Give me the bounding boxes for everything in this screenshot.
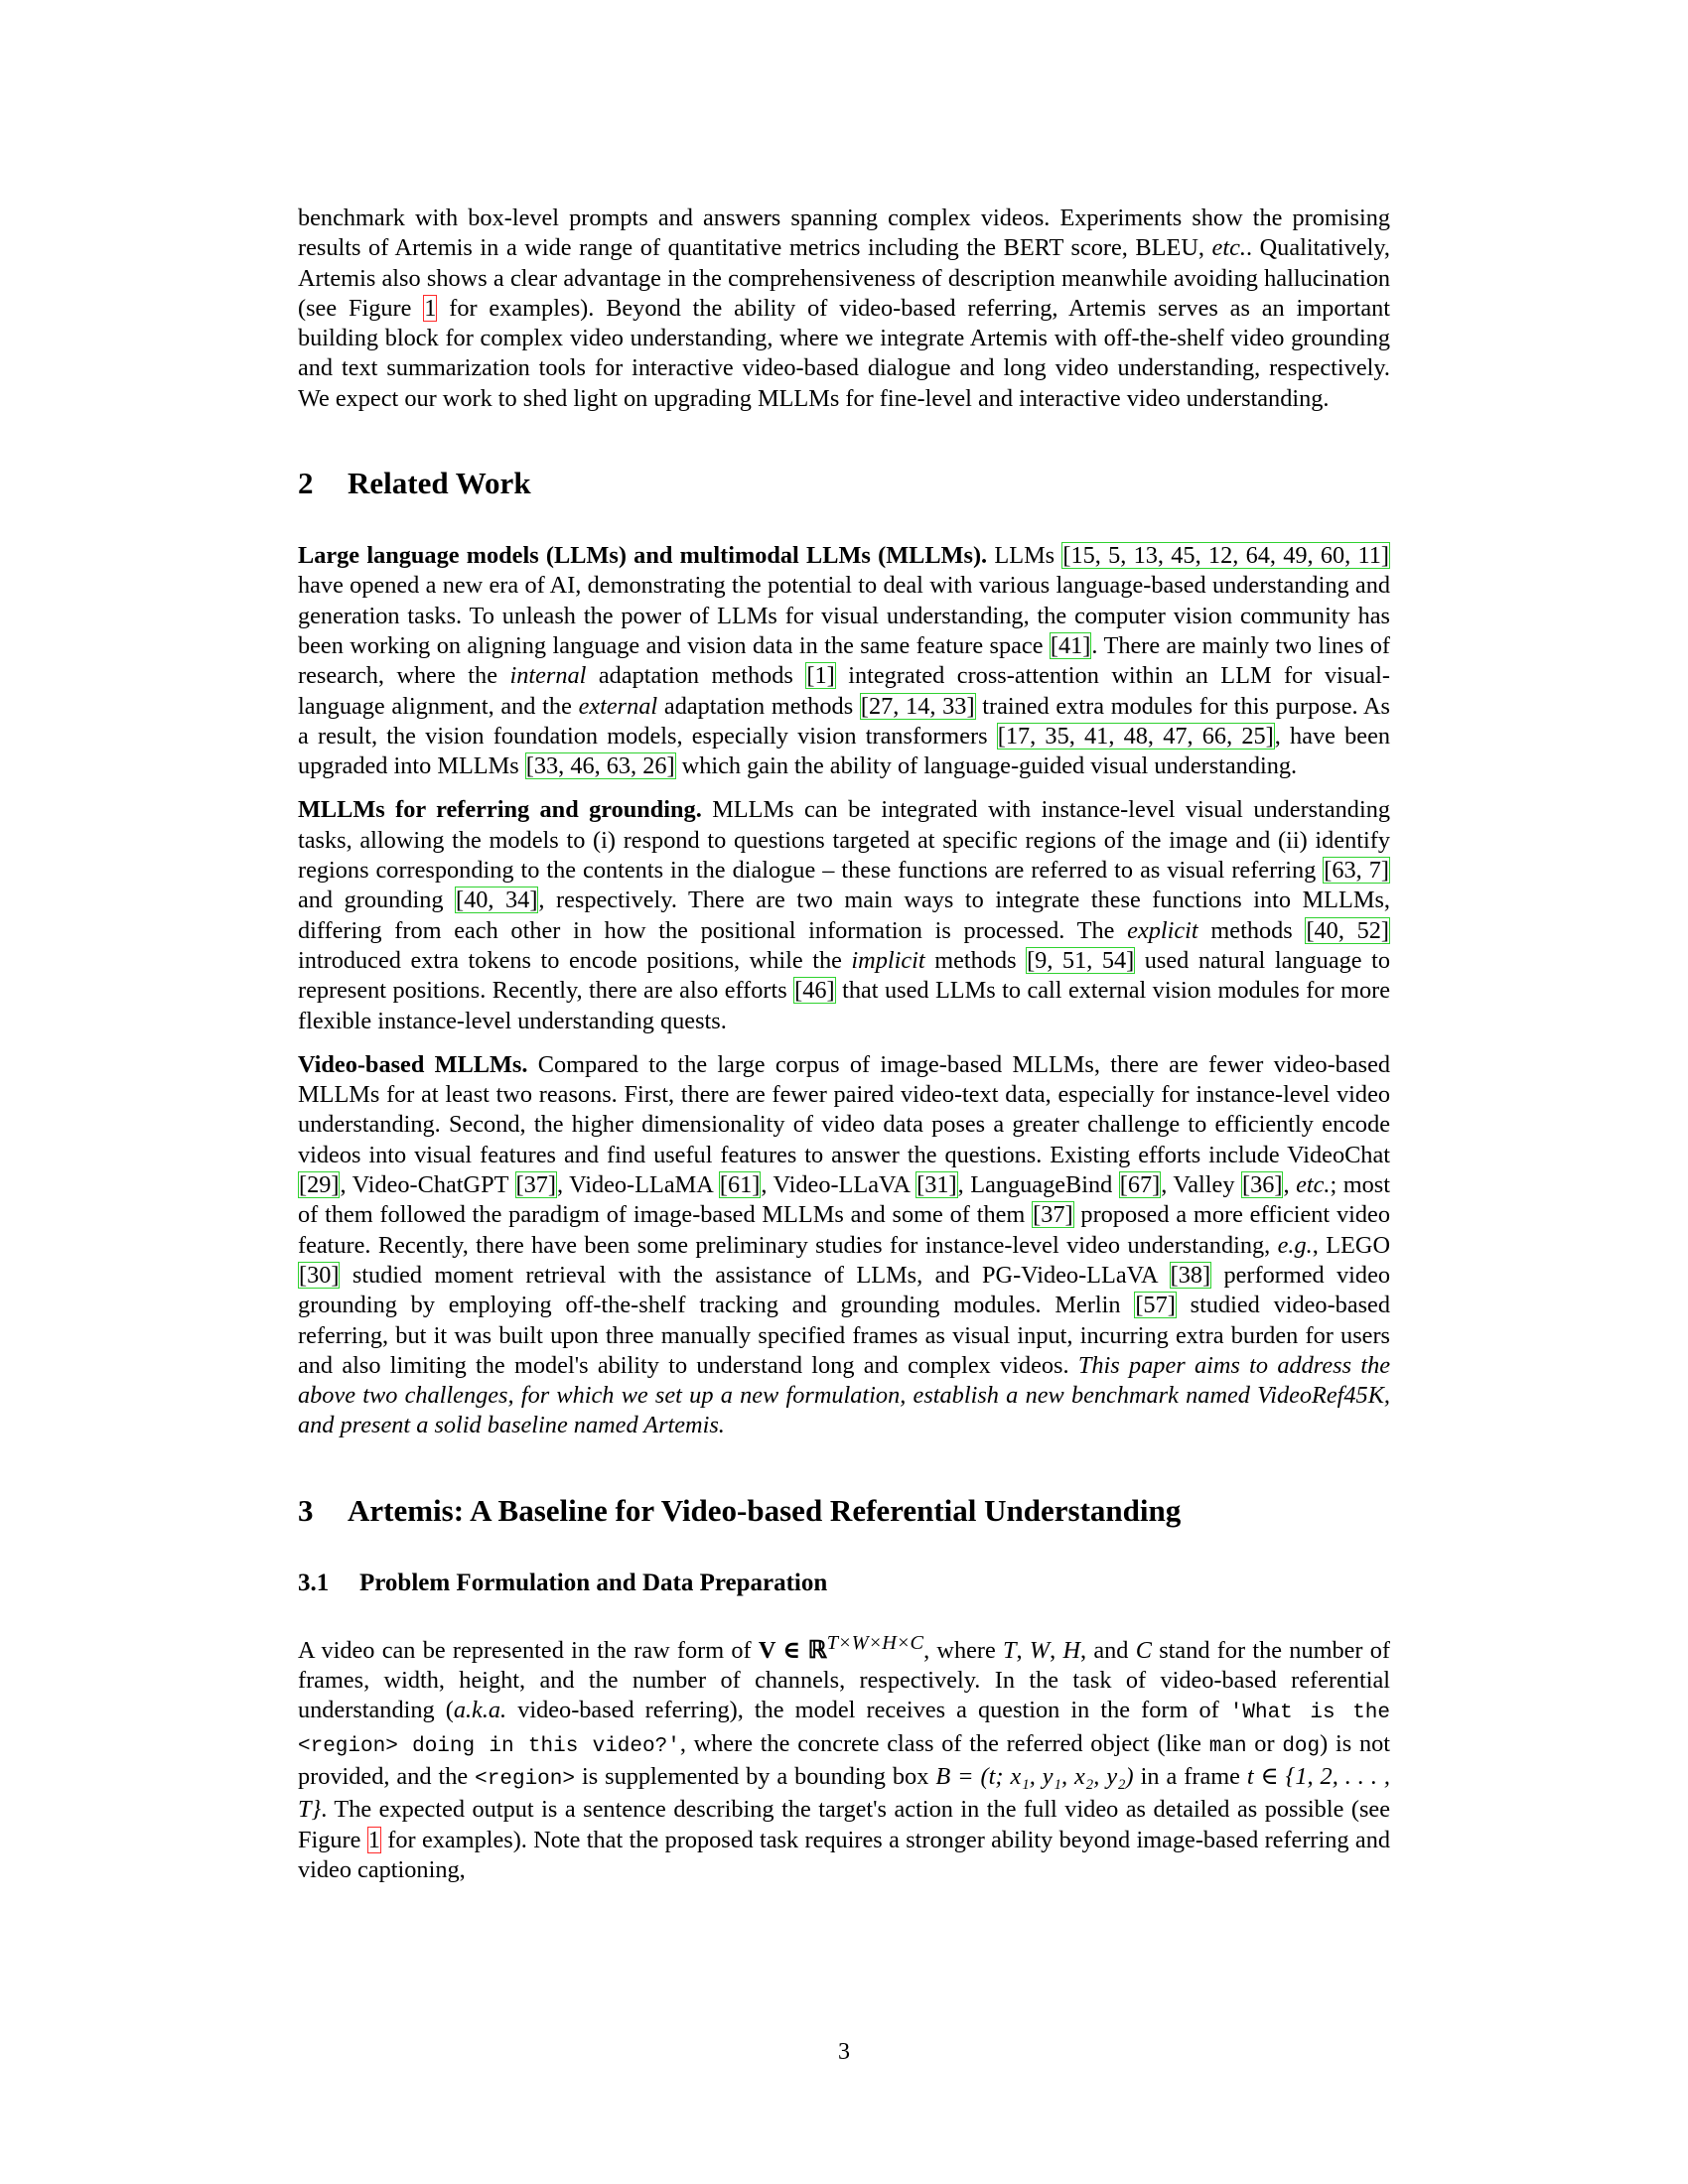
citation-link[interactable]: [63, 7] bbox=[1324, 857, 1389, 885]
text-run: etc. bbox=[1211, 234, 1246, 262]
text-run: explicit bbox=[1127, 916, 1198, 944]
figure-link[interactable]: 1 bbox=[367, 1826, 380, 1853]
text-run: , bbox=[1016, 1636, 1030, 1664]
paper-page bbox=[298, 204, 1390, 1885]
text-run: stand for the number of frames, width, height, and the number of channels, respectively. In the task of video-based referential understanding ( bbox=[298, 1636, 1391, 1724]
paragraph-lead: Video-based MLLMs. bbox=[298, 1050, 528, 1078]
paragraph-lead: Large language models (LLMs) and multimodal LLMs (MLLMs). bbox=[298, 542, 988, 570]
section-heading bbox=[298, 466, 1390, 501]
text-run: , and bbox=[1080, 1636, 1136, 1664]
text-run: video-based referring), the model receives a question in the form of bbox=[506, 1697, 1230, 1724]
subsection-heading bbox=[298, 1569, 1390, 1598]
citation-link[interactable]: [37] bbox=[1033, 1201, 1073, 1229]
citation-link[interactable]: [30] bbox=[299, 1261, 340, 1289]
math-inline: V ∈ ℝ bbox=[758, 1636, 827, 1664]
citation-link[interactable]: [37] bbox=[515, 1171, 556, 1199]
math-inline: W bbox=[1029, 1636, 1051, 1664]
section-number: 2 bbox=[298, 466, 314, 501]
text-run: , have been upgraded into MLLMs bbox=[298, 722, 1391, 780]
citation-link[interactable]: [31] bbox=[916, 1171, 957, 1199]
related-work-referring-paragraph bbox=[298, 795, 1390, 1035]
text-run: that used LLMs to call external vision modules for more flexible instance-level understanding quests. bbox=[298, 977, 1390, 1034]
citation-link[interactable]: [41] bbox=[1050, 631, 1091, 659]
text-run: and grounding bbox=[298, 887, 456, 914]
text-run: LLMs bbox=[987, 542, 1062, 570]
section-title: Related Work bbox=[348, 466, 531, 501]
text-run: A video can be represented in the raw form of bbox=[298, 1636, 759, 1664]
citation-link[interactable]: [9, 51, 54] bbox=[1027, 946, 1135, 974]
problem-formulation-paragraph bbox=[298, 1628, 1390, 1885]
math-inline: C bbox=[1135, 1636, 1152, 1664]
text-run: a.k.a. bbox=[453, 1697, 507, 1724]
text-run: MLLMs can be integrated with instance-level visual understanding tasks, allowing the models to (i) respond to questions targeted at specific regions of the image and (ii) identify regions corresponding to the contents in the dialogue – these functions are referred to as visual referring bbox=[298, 796, 1390, 885]
code-inline: dog bbox=[1282, 1734, 1321, 1758]
text-run: adaptation methods bbox=[586, 662, 806, 690]
math-inline: T bbox=[1003, 1636, 1017, 1664]
text-run: , bbox=[1050, 1636, 1063, 1664]
text-run: , where the concrete class of the referred object (like bbox=[679, 1729, 1209, 1757]
text-run: studied moment retrieval with the assistance of LLMs, and PG-Video-LLaVA bbox=[340, 1261, 1170, 1289]
section-number: 3 bbox=[298, 1492, 314, 1528]
figure-link[interactable]: 1 bbox=[424, 294, 437, 322]
text-run: in a frame bbox=[1133, 1762, 1247, 1790]
math-inline: t ∈ {1, 2, . . . , T} bbox=[298, 1762, 1390, 1824]
text-run: , Video-LLaVA bbox=[761, 1171, 916, 1199]
code-inline: <region> bbox=[475, 1767, 575, 1791]
text-run: which gain the ability of language-guided visual understanding. bbox=[675, 752, 1298, 780]
text-run: methods bbox=[924, 946, 1027, 974]
section-heading bbox=[298, 1493, 1390, 1529]
text-run: have opened a new era of AI, demonstrating the potential to deal with various language-based understanding and generation tasks. To unleash the power of LLMs for visual understanding, the computer vision community has been working on aligning language and vision data in the same feature space bbox=[298, 572, 1390, 659]
citation-link[interactable]: [46] bbox=[794, 977, 835, 1005]
text-run: performed video grounding by employing off-the-shelf tracking and grounding modules. Merlin bbox=[298, 1261, 1390, 1319]
text-run: proposed a more efficient video feature. Recently, there have been some preliminary studies for instance-level video understanding, bbox=[298, 1201, 1390, 1259]
page-number: 3 bbox=[838, 2039, 850, 2065]
text-run: , where bbox=[923, 1636, 1004, 1664]
text-run: integrated cross-attention within an LLM for visual-language alignment, and the bbox=[298, 662, 1390, 720]
math-inline: B = (t; x₁, y₁, x₂, y₂) bbox=[935, 1762, 1134, 1790]
text-run: trained extra modules for this purpose. As a result, the vision foundation models, especially vision transformers bbox=[298, 692, 1390, 750]
citation-link[interactable]: [1] bbox=[806, 662, 835, 690]
text-run: . Qualitatively, Artemis also shows a clear advantage in the comprehensiveness of description meanwhile avoiding hallucination (see Figure bbox=[298, 234, 1390, 322]
code-inline: man bbox=[1208, 1734, 1247, 1758]
related-work-llm-paragraph bbox=[298, 541, 1390, 781]
text-run: , bbox=[1283, 1171, 1297, 1199]
citation-link[interactable]: [57] bbox=[1135, 1292, 1176, 1319]
subsection-title: Problem Formulation and Data Preparation bbox=[359, 1569, 828, 1596]
text-run: e.g. bbox=[1277, 1231, 1313, 1259]
text-run: , respectively. There are two main ways to integrate these functions into MLLMs, differing from each other in how the positional information is processed. The bbox=[298, 887, 1390, 944]
text-run: , Video-ChatGPT bbox=[340, 1171, 515, 1199]
intro-tail-paragraph bbox=[298, 204, 1390, 414]
citation-link[interactable]: [27, 14, 33] bbox=[860, 692, 975, 720]
section-title: Artemis: A Baseline for Video-based Referential Understanding bbox=[348, 1492, 1182, 1528]
text-run: for examples). Note that the proposed task requires a stronger ability beyond image-based referring and video captioning, bbox=[298, 1826, 1390, 1883]
citation-link[interactable]: [61] bbox=[719, 1171, 761, 1199]
citation-link[interactable]: [15, 5, 13, 45, 12, 64, 49, 60, 11] bbox=[1062, 542, 1389, 570]
text-run: , LanguageBind bbox=[957, 1171, 1119, 1199]
text-run: ; most of them followed the paradigm of image-based MLLMs and some of them bbox=[298, 1171, 1390, 1229]
text-run: or bbox=[1246, 1729, 1283, 1757]
text-run: introduced extra tokens to encode positions, while the bbox=[298, 946, 852, 974]
citation-link[interactable]: [38] bbox=[1170, 1261, 1211, 1289]
text-run: , LEGO bbox=[1312, 1231, 1390, 1259]
subsection-number: 3.1 bbox=[298, 1569, 330, 1596]
citation-link[interactable]: [40, 34] bbox=[456, 887, 538, 914]
text-run: external bbox=[578, 692, 658, 720]
text-run: internal bbox=[509, 662, 587, 690]
paragraph-lead: MLLMs for referring and grounding. bbox=[298, 796, 702, 824]
math-inline: H bbox=[1062, 1636, 1081, 1664]
text-run: etc. bbox=[1296, 1171, 1331, 1199]
text-run: ) is not provided, and the bbox=[298, 1729, 1390, 1790]
text-run: is supplemented by a bounding box bbox=[574, 1762, 936, 1790]
citation-link[interactable]: [17, 35, 41, 48, 47, 66, 25] bbox=[997, 722, 1274, 750]
citation-link[interactable]: [33, 46, 63, 26] bbox=[525, 752, 675, 780]
text-run: adaptation methods bbox=[657, 692, 860, 720]
text-run: , Valley bbox=[1161, 1171, 1241, 1199]
text-run: This paper aims to address the above two challenges, for which we set up a new formulation, establish a new benchmark named VideoRef45K, and present a solid baseline named Artemis. bbox=[298, 1351, 1391, 1439]
text-run: . There are mainly two lines of research, where the bbox=[298, 631, 1390, 690]
citation-link[interactable]: [67] bbox=[1119, 1171, 1161, 1199]
text-run: studied video-based referring, but it was built upon three manually specified frames as visual input, incurring extra burden for users and also limiting the model's ability to understand long and complex videos. bbox=[298, 1292, 1390, 1379]
text-run: methods bbox=[1197, 916, 1306, 944]
citation-link[interactable]: [29] bbox=[299, 1171, 340, 1199]
text-run: for examples). Beyond the ability of video-based referring, Artemis serves as an important building block for complex video understanding, where we integrate Artemis with off-the-shelf video grounding and text summarization tools for interactive video-based dialogue and long video understanding, respectively. We expect our work to shed light on upgrading MLLMs for fine-level and interactive video understanding. bbox=[298, 294, 1391, 412]
text-run: , Video-LLaMA bbox=[556, 1171, 719, 1199]
citation-link[interactable]: [36] bbox=[1242, 1171, 1283, 1199]
text-run: . The expected output is a sentence describing the target's action in the full video as detailed as possible (see Figure bbox=[298, 1796, 1390, 1853]
text-run: implicit bbox=[851, 946, 925, 974]
math-superscript: T×W×H×C bbox=[826, 1631, 924, 1654]
code-inline: 'What is the <region> doing in this video?' bbox=[298, 1702, 1390, 1758]
text-run: benchmark with box-level prompts and answers spanning complex videos. Experiments show the promising results of Artemis in a wide range of quantitative metrics including the BERT score, BLEU, bbox=[298, 205, 1390, 262]
related-work-video-paragraph bbox=[298, 1050, 1390, 1441]
text-run: used natural language to represent positions. Recently, there are also efforts bbox=[298, 946, 1390, 1005]
citation-link[interactable]: [40, 52] bbox=[1306, 916, 1389, 944]
text-run: Compared to the large corpus of image-based MLLMs, there are fewer video-based MLLMs for at least two reasons. First, there are fewer paired video-text data, especially for instance-level video understanding. Second, the higher dimensionality of video data poses a greater challenge to efficiently encode videos into visual features and find useful features to answer the questions. Existing efforts include VideoChat bbox=[298, 1050, 1390, 1168]
